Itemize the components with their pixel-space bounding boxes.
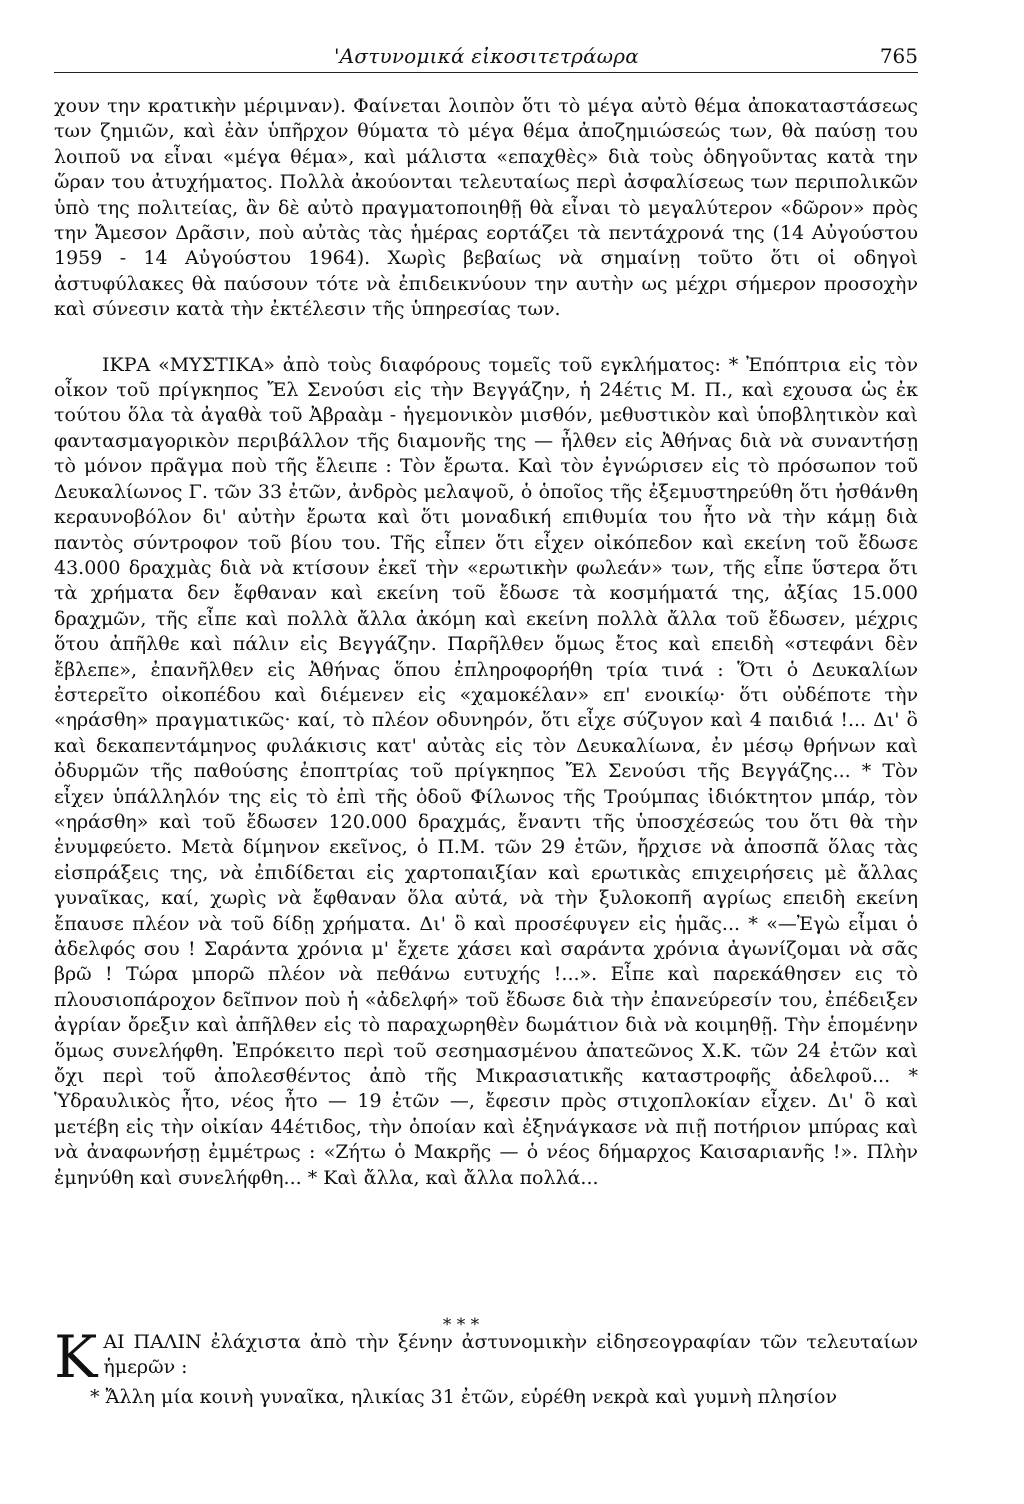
asterism-separator: * * *	[442, 1315, 480, 1335]
paragraph-3-lead: ΑΙ ΠΑΛΙΝ ἐλάχιστα ἀπὸ τὴν ξένην ἀστυνομικὴν εἰδησεογραφίαν τῶν τελευταίων ἡμερῶν :	[103, 1331, 918, 1379]
running-title: 'Αστυνομικά εἰκοσιτετράωρα	[334, 44, 639, 68]
paragraph-3	[54, 1323, 918, 1410]
body-text	[54, 94, 918, 1191]
paragraph-3-item: * Ἄλλη μία κοινὴ γυναῖκα, ηλικίας 31 ἐτῶν, εὑρέθη νεκρὰ καὶ γυμνὴ πλησίον	[90, 1385, 837, 1408]
drop-cap: Κ	[54, 1323, 98, 1391]
page-number: 765	[879, 44, 918, 68]
paragraph-1: χουν την κρατικὴν μέριμναν). Φαίνεται λοιπὸν ὅτι τὸ μέγα αὐτὸ θέμα ἀποκαταστάσεως των ζημιῶν, καὶ ἐὰν ὑπῆρχον θύματα τὸ μέγα θέμα ἀποζημιώσεώς των, θὰ παύσῃ του λοιποῦ να εἶναι «μέγα θέμα», καὶ μάλιστα «επαχθὲς» διὰ τοὺς ὁδηγοῦντας κατὰ την ὥραν του ἀτυχήματος. Πολλὰ ἀκούονται τελευταίως περὶ ἀσφαλίσεως των περιπολικῶν ὑπὸ της πολιτείας, ἂν δὲ αὐτὸ πραγματοποιηθῇ θὰ εἶναι τὸ μεγαλύτερον «δῶρον» πρὸς την Ἄμεσον Δρᾶσιν, ποὺ αὐτὰς τὰς ἡμέρας εορτάζει τὰ πεντάχρονά της (14 Αὐγούστου 1959 - 14 Αὐγούστου 1964). Χωρὶς βεβαίως νὰ σημαίνῃ τοῦτο ὅτι οἱ οδηγοὶ ἀστυφύλακες θὰ παύσουν τότε νὰ ἐπιδεικνύουν την αυτὴν ως μέχρι σήμερον προσοχὴν καὶ σύνεσιν κατὰ τὴν ἐκτέλεσιν τῆς ὑπηρεσίας των.	[54, 95, 918, 321]
header-rule	[54, 72, 918, 73]
paragraph-2: ΙΚΡΑ «ΜΥΣΤΙΚΑ» ἀπὸ τοὺς διαφόρους τομεῖς τοῦ εγκλήματος: * Ἐπόπτρια εἰς τὸν οἶκον τοῦ πρίγκηπος Ἔλ Σενούσι εἰς τὴν Βεγγάζην, ἡ 24έτις Μ. Π., καὶ εχουσα ὡς ἐκ τούτου ὅλα τὰ ἀγαθὰ τοῦ Ἀβραὰμ - ἡγεμονικὸν μισθόν, μεθυστικὸν καὶ ὑποβλητικὸν καὶ φαντασμαγορικὸν περιβάλλον τῆς διαμονῆς της — ἦλθεν εἰς Ἀθήνας διὰ νὰ συναντήσῃ τὸ μόνον πρᾶγμα ποὺ τῆς ἔλειπε : Τὸν ἔρωτα. Καὶ τὸν ἐγνώρισεν εἰς τὸ πρόσωπον τοῦ Δευκαλίωνος Γ. τῶν 33 ἐτῶν, ἀνδρὸς μελαψοῦ, ὁ ὁποῖος τῆς ἐξεμυστηρεύθη ὅτι ἠσθάνθη κεραυνοβόλον δι' αὐτὴν ἔρωτα καὶ ὅτι μοναδική επιθυμία του ἦτο νὰ τὴν κάμῃ διὰ παντὸς σύντροφον τοῦ βίου του. Τῆς εἶπεν ὅτι εἶχεν οἰκόπεδον καὶ εκείνη τοῦ ἔδωσε 43.000 δραχμὰς διὰ νὰ κτίσουν ἐκεῖ τὴν «ερωτικὴν φωλεάν» των, τῆς εἶπε ὕστερα ὅτι τὰ χρήματα δεν ἔφθαναν καὶ εκείνη τοῦ ἔδωσε τὰ κοσμήματά της, ἀξίας 15.000 δραχμῶν, τῆς εἶπε καὶ πολλὰ ἄλλα ἀκόμη καὶ εκείνη πολλὰ ἄλλα τοῦ ἔδωσεν, μέχρις ὅτου ἀπῆλθε καὶ πάλιν εἰς Βεγγάζην. Παρῆλθεν ὅμως ἔτος καὶ επειδὴ «στεφάνι δὲν ἔβλεπε», ἐπανῆλθεν εἰς Ἀθήνας ὅπου ἐπληροφορήθη τρία τινά : Ὅτι ὁ Δευκαλίων ἐστερεῖτο οἰκοπέδου καὶ διέμενεν εἰς «χαμοκέλαν» επ' ενοικίῳ· ὅτι οὐδέποτε τὴν «ηράσθη» πραγματικῶς· καί, τὸ πλέον οδυνηρόν, ὅτι εἶχε σύζυγον καὶ 4 παιδιά !... Δι' ὃ καὶ δεκαπεντάμηνος φυλάκισις κατ' αὐτὰς εἰς τὸν Δευκαλίωνα, ἐν μέσῳ θρήνων καὶ ὀδυρμῶν τῆς παθούσης ἐποπτρίας τοῦ πρίγκηπος Ἔλ Σενούσι τῆς Βεγγάζης... * Τὸν εἶχεν ὑπάλληλόν της εἰς τὸ ἐπὶ τῆς ὁδοῦ Φίλωνος τῆς Τρούμπας ἰδιόκτητον μπάρ, τὸν «ηράσθη» καὶ τοῦ ἔδωσεν 120.000 δραχμάς, ἔναντι τῆς ὑποσχέσεώς του ὅτι θὰ τὴν ἐνυμφεύετο. Μετὰ δίμηνον εκεῖνος, ὁ Π.Μ. τῶν 29 ἐτῶν, ἤρχισε νὰ ἀποσπᾶ ὅλας τὰς εἰσπράξεις της, νὰ ἐπιδίδεται εἰς χαρτοπαιξίαν καὶ ερωτικὰς επιχειρήσεις μὲ ἄλλας γυναῖκας, καί, χωρὶς νὰ ἔφθαναν ὅλα αὐτά, νὰ τὴν ξυλοκοπῆ αγρίως επειδὴ εκείνη ἔπαυσε πλέον νὰ τοῦ δίδῃ χρήματα. Δι' ὃ καὶ προσέφυγεν εἰς ἡμᾶς... * «—Ἐγὼ εἶμαι ὁ ἀδελφός σου ! Σαράντα χρόνια μ' ἔχετε χάσει καὶ σαράντα χρόνια ἀγωνίζομαι νὰ σᾶς βρῶ ! Τώρα μπορῶ πλέον νὰ πεθάνω ευτυχής !...». Εἶπε καὶ παρεκάθησεν εις τὸ πλουσιοπάροχον δεῖπνον ποὺ ἡ «ἀδελφή» τοῦ ἔδωσε διὰ τὴν ἐπανεύρεσίν του, ἐπέδειξεν ἀγρίαν ὄρεξιν καὶ ἀπῆλθεν εἰς τὸ παραχωρηθὲν δωμάτιον διὰ νὰ κοιμηθῇ. Τὴν ἑπομένην ὅμως συνελήφθη. Ἐπρόκειτο περὶ τοῦ σεσημασμένου ἀπατεῶνος Χ.Κ. τῶν 24 ἐτῶν καὶ ὄχι περὶ τοῦ ἀπολεσθέντος ἀπὸ τῆς Μικρασιατικῆς καταστροφῆς ἀδελφοῦ... * Ὑδραυλικὸς ἦτο, νέος ἦτο — 19 ἐτῶν —, ἔφεσιν πρὸς στιχοπλοκίαν εἶχεν. Δι' ὃ καὶ μετέβη εἰς τὴν οἰκίαν 44έτιδος, τὴν ὁποίαν καὶ ἐξηνάγκασε νὰ πιῇ ποτήριον μπύρας καὶ νὰ ἀναφωνήσῃ ἐμμέτρως : «Ζήτω ὁ Μακρῆς — ὁ νέος δήμαρχος Καισαριανῆς !». Πλὴν ἐμηνύθη καὶ συνελήφθη... * Καὶ ἄλλα, καὶ ἄλλα πολλά...	[54, 353, 918, 1189]
page-header	[54, 40, 918, 70]
